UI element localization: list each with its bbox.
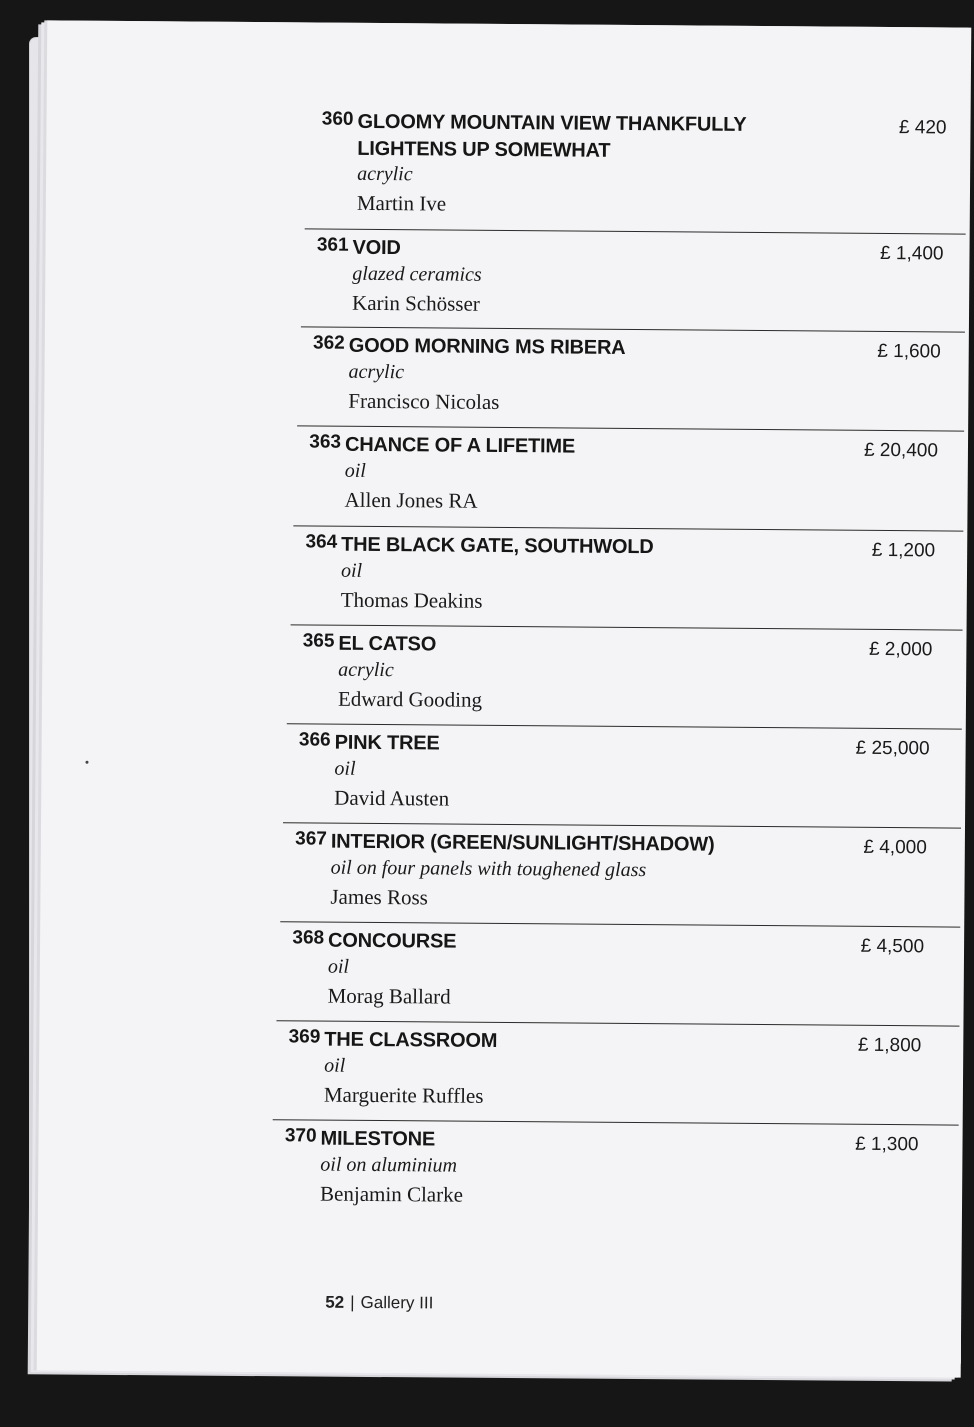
catalogue-entry [41, 721, 966, 827]
catalogue-entry [40, 820, 965, 926]
artwork-price: £ 1,200 [871, 539, 936, 562]
page-footer [325, 1293, 433, 1314]
catalogue-entry [45, 226, 970, 332]
artwork-title: CONCOURSE [328, 929, 457, 953]
artwork-medium: oil [334, 757, 356, 780]
artist-name: Marguerite Ruffles [323, 1082, 484, 1108]
artwork-medium: oil [327, 955, 350, 978]
catalogue-entry [43, 523, 968, 629]
artwork-medium: oil [340, 559, 363, 582]
artist-name: Morag Ballard [327, 983, 451, 1009]
footer-separator: | [350, 1292, 355, 1312]
catalogue-entry [39, 919, 964, 1025]
catalogue-entry [42, 622, 967, 728]
artwork-title: INTERIOR (GREEN/SUNLIGHT/SHADOW) [330, 830, 715, 856]
artwork-title: MILESTONE [320, 1127, 436, 1151]
artist-name: Karin Schösser [352, 290, 480, 316]
artwork-medium: acrylic [348, 360, 405, 384]
lot-number: 367 [295, 828, 327, 850]
artwork-price: £ 1,400 [880, 242, 944, 265]
lot-number: 362 [313, 332, 345, 354]
artwork-price: £ 2,000 [868, 638, 933, 661]
artwork-medium: oil [344, 459, 366, 482]
artwork-title: EL CATSO [338, 632, 437, 656]
artwork-title: VOID [352, 236, 401, 260]
artwork-medium: oil on aluminium [320, 1153, 458, 1177]
artwork-title: GLOOMY MOUNTAIN VIEW THANKFULLY LIGHTENS UP SOMEWHAT [357, 110, 747, 162]
artwork-price: £ 25,000 [855, 737, 930, 760]
artwork-price: £ 1,300 [855, 1133, 919, 1156]
lot-number: 360 [321, 108, 354, 130]
artist-name: Francisco Nicolas [348, 388, 500, 414]
lot-number: 368 [292, 927, 325, 949]
artwork-price: £ 20,400 [863, 439, 939, 462]
artwork-price: £ 1,800 [857, 1034, 922, 1057]
artist-name: James Ross [330, 884, 428, 910]
artwork-medium: oil on four panels with toughened glass [330, 856, 647, 882]
lot-number: 363 [309, 431, 342, 453]
lot-number: 370 [284, 1125, 317, 1147]
catalogue-entry [46, 100, 971, 216]
artwork-price: £ 4,000 [863, 836, 927, 859]
paper-speck [85, 761, 88, 764]
lot-number: 369 [288, 1026, 321, 1048]
artwork-title: THE BLACK GATE, SOUTHWOLD [341, 533, 654, 559]
page-number: 52 [325, 1292, 345, 1312]
catalogue-entry [43, 423, 968, 529]
artwork-price: £ 1,600 [877, 340, 941, 363]
artwork-medium: acrylic [338, 658, 394, 682]
artwork-medium: glazed ceramics [352, 262, 482, 286]
artist-name: David Austen [334, 785, 450, 811]
artwork-price: £ 420 [898, 117, 947, 139]
lot-number: 366 [298, 729, 331, 751]
catalogue-entry [38, 1117, 963, 1223]
artist-name: Allen Jones RA [344, 487, 478, 513]
artwork-medium: oil [324, 1054, 346, 1077]
artist-name: Martin Ive [356, 190, 447, 216]
artwork-title: THE CLASSROOM [324, 1028, 498, 1052]
catalogue-page [37, 20, 972, 1377]
gallery-name: Gallery III [360, 1292, 434, 1313]
artist-name: Benjamin Clarke [320, 1181, 464, 1207]
lot-number: 365 [302, 630, 335, 652]
artist-name: Thomas Deakins [340, 587, 483, 613]
artwork-medium: acrylic [357, 162, 413, 186]
artwork-title: PINK TREE [334, 731, 440, 755]
lot-number: 361 [316, 234, 349, 256]
lot-number: 364 [305, 531, 338, 553]
artwork-title: CHANCE OF A LIFETIME [344, 433, 576, 458]
catalogue-entry [39, 1018, 964, 1124]
artwork-title: GOOD MORNING MS RIBERA [348, 334, 626, 359]
artist-name: Edward Gooding [337, 686, 483, 712]
artwork-price: £ 4,500 [860, 935, 925, 958]
catalogue-entry [44, 324, 969, 430]
